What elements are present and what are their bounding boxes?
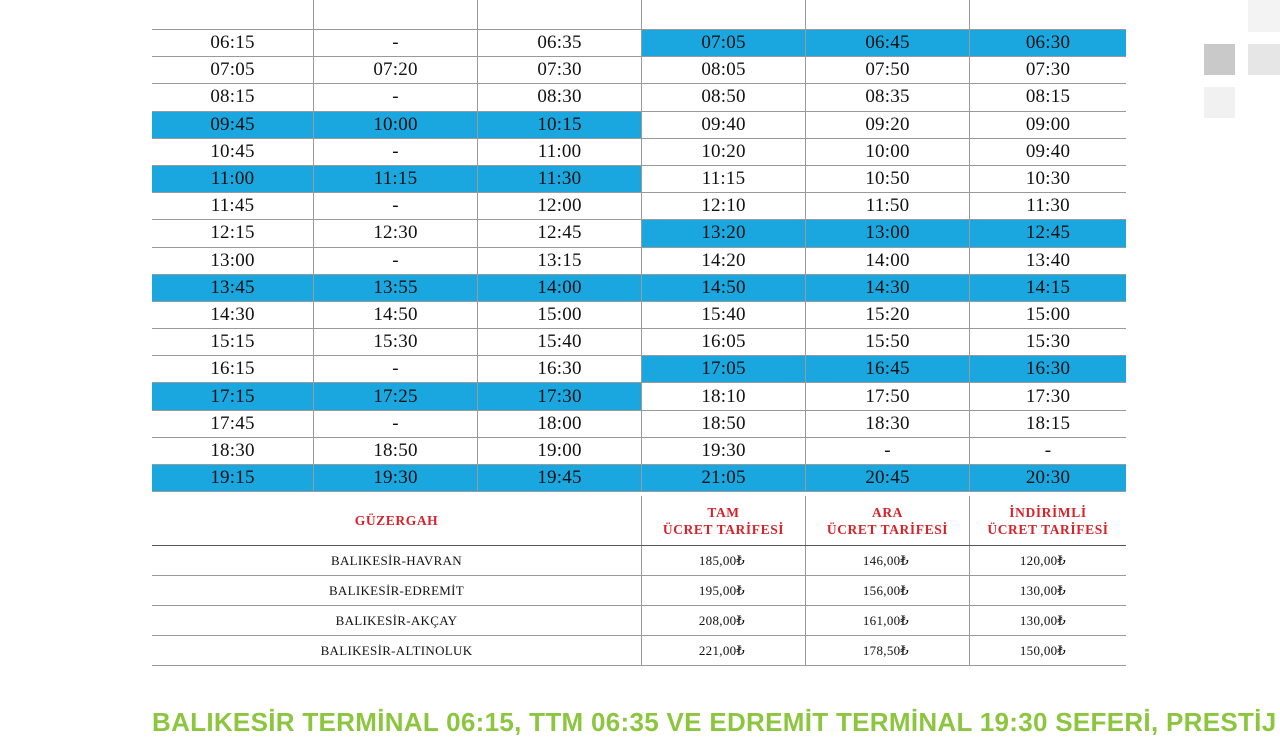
schedule-row: [152, 112, 1126, 139]
decor-square: [1204, 44, 1235, 75]
schedule-cell: 11:00: [477, 139, 641, 165]
schedule-cell: 11:00: [152, 166, 313, 192]
fare-body: [152, 546, 1126, 666]
schedule-cell: 13:20: [641, 220, 805, 246]
fare-discount: 150,00₺: [969, 636, 1126, 665]
schedule-cell: 14:00: [477, 275, 641, 301]
fare-discount: 130,00₺: [969, 576, 1126, 605]
route-header-label: GÜZERGAH: [354, 513, 439, 528]
schedule-cell: 18:30: [210, 439, 255, 461]
schedule-cell: 14:30: [805, 275, 969, 301]
schedule-cell: 11:45: [210, 195, 255, 217]
full-fare-header-line2: ÜCRET TARİFESİ: [662, 521, 785, 537]
fare-discount: 120,00₺: [969, 546, 1126, 575]
schedule-cell: 09:45: [152, 112, 313, 138]
schedule-cell: 15:00: [477, 302, 641, 328]
schedule-row: [152, 220, 1126, 247]
schedule-cell: 08:15: [969, 84, 1126, 110]
schedule-cell: 11:15: [641, 166, 805, 192]
fare-full: 185,00₺: [641, 546, 805, 575]
schedule-cell: 19:15: [152, 465, 313, 491]
schedule-cell: 07:30: [477, 57, 641, 83]
schedule-cell: 17:30: [477, 383, 641, 409]
schedule-cell: 14:00: [805, 248, 969, 274]
schedule-cell: 15:00: [969, 302, 1126, 328]
decor-square: [1248, 0, 1280, 32]
schedule-cell: 15:50: [805, 329, 969, 355]
schedule-cell: 14:20: [641, 248, 805, 274]
schedule-cell: 14:50: [313, 302, 477, 328]
schedule-cell: 15:30: [313, 329, 477, 355]
schedule-cell: 17:45: [210, 412, 255, 434]
schedule-row: [152, 139, 1126, 166]
fare-row: [152, 546, 1126, 576]
schedule-row: [152, 275, 1126, 302]
schedule-cell: 16:30: [477, 356, 641, 382]
full-fare-header: [641, 496, 805, 545]
full-fare-header-line1: TAM: [707, 504, 740, 520]
discount-fare-header-line1: İNDİRİMLİ: [1009, 504, 1087, 520]
schedule-cell: 09:40: [641, 112, 805, 138]
schedule-row: [152, 465, 1126, 492]
fare-header-row: [152, 496, 1126, 546]
schedule-cell: 18:15: [969, 411, 1126, 437]
schedule-cell: 16:45: [805, 356, 969, 382]
fare-row: [152, 576, 1126, 606]
fare-route: BALIKESİR-EDREMİT: [328, 582, 465, 598]
fare-row: [152, 636, 1126, 666]
schedule-cell: 21:05: [641, 465, 805, 491]
decor-square: [1248, 44, 1280, 75]
schedule-cell: 17:25: [313, 383, 477, 409]
schedule-row: [152, 356, 1126, 383]
route-header: [152, 496, 641, 545]
fare-full: 221,00₺: [641, 636, 805, 665]
schedule-cell: 17:50: [805, 383, 969, 409]
schedule-cell: 14:30: [210, 303, 255, 325]
schedule-row: [152, 193, 1126, 220]
footer-notice: BALIKESİR TERMİNAL 06:15, TTM 06:35 VE EDREMİT TERMİNAL 19:30 SEFERİ, PRESTİJ: [152, 707, 1277, 737]
fare-route: BALIKESİR-HAVRAN: [331, 552, 462, 568]
schedule-cell: 10:15: [477, 112, 641, 138]
fare-mid: 146,00₺: [805, 546, 969, 575]
schedule-cell: 19:45: [477, 465, 641, 491]
schedule-cell: 12:30: [313, 220, 477, 246]
schedule-cell: 12:00: [477, 193, 641, 219]
schedule-cell: 07:05: [641, 30, 805, 56]
schedule-cell: 16:05: [641, 329, 805, 355]
schedule-cell: 13:40: [969, 248, 1126, 274]
schedule-cell: -: [805, 438, 969, 464]
schedule-cell: -: [313, 356, 477, 382]
schedule-cell: 12:45: [969, 220, 1126, 246]
schedule-cell: 12:45: [477, 220, 641, 246]
mid-fare-header-line1: ARA: [871, 504, 904, 520]
fare-full: 195,00₺: [641, 576, 805, 605]
schedule-cell: 20:30: [969, 465, 1126, 491]
schedule-cell: 17:05: [641, 356, 805, 382]
schedule-cell: -: [313, 84, 477, 110]
schedule-cell: 15:20: [805, 302, 969, 328]
header-cell: [805, 0, 969, 29]
header-cell: [152, 0, 313, 29]
schedule-cell: 14:50: [641, 275, 805, 301]
schedule-cell: 11:50: [805, 193, 969, 219]
schedule-cell: 17:15: [152, 383, 313, 409]
fare-route: BALIKESİR-AKÇAY: [335, 612, 458, 628]
discount-fare-header-line2: ÜCRET TARİFESİ: [987, 521, 1109, 537]
schedule-cell: 15:40: [641, 302, 805, 328]
schedule-cell: 13:55: [313, 275, 477, 301]
schedule-cell: -: [313, 411, 477, 437]
decor-square: [1204, 87, 1235, 118]
fare-mid: 161,00₺: [805, 606, 969, 635]
schedule-row: [152, 438, 1126, 465]
schedule-cell: -: [313, 248, 477, 274]
fare-mid: 156,00₺: [805, 576, 969, 605]
schedule-cell: 08:50: [641, 84, 805, 110]
schedule-cell: 09:00: [969, 112, 1126, 138]
mid-fare-header-line2: ÜCRET TARİFESİ: [826, 521, 949, 537]
schedule-cell: 18:30: [805, 411, 969, 437]
discount-fare-header: [969, 496, 1126, 545]
schedule-cell: 15:30: [969, 329, 1126, 355]
header-cell: [969, 0, 1126, 29]
schedule-cell: -: [313, 139, 477, 165]
fare-row: [152, 606, 1126, 636]
schedule-cell: 13:00: [210, 249, 255, 271]
schedule-cell: 12:10: [641, 193, 805, 219]
schedule-cell: 17:30: [969, 383, 1126, 409]
schedule-cell: 07:30: [969, 57, 1126, 83]
schedule-cell: 10:50: [805, 166, 969, 192]
schedule-cell: 16:15: [210, 358, 255, 380]
schedule-cell: 10:00: [805, 139, 969, 165]
schedule-cell: 07:05: [210, 59, 255, 81]
schedule-cell: 11:30: [477, 166, 641, 192]
schedule-cell: 15:40: [477, 329, 641, 355]
schedule-cell: 08:05: [641, 57, 805, 83]
schedule-row: [152, 84, 1126, 111]
schedule-cell: 08:30: [477, 84, 641, 110]
schedule-cell: 06:30: [969, 30, 1126, 56]
schedule-cell: 07:50: [805, 57, 969, 83]
schedule-row: [152, 302, 1126, 329]
schedule-cell: 09:40: [969, 139, 1126, 165]
schedule-cell: 18:00: [477, 411, 641, 437]
schedule-cell: -: [313, 193, 477, 219]
mid-fare-header: [805, 496, 969, 545]
schedule-cell: 20:45: [805, 465, 969, 491]
schedule-row: [152, 411, 1126, 438]
schedule-cell: 18:10: [641, 383, 805, 409]
schedule-header-row: [152, 0, 1126, 30]
schedule-cell: 11:15: [313, 166, 477, 192]
schedule-row: [152, 329, 1126, 356]
schedule-cell: 16:30: [969, 356, 1126, 382]
fare-full: 208,00₺: [641, 606, 805, 635]
schedule-cell: 10:00: [313, 112, 477, 138]
schedule-row: [152, 166, 1126, 193]
schedule-cell: 06:45: [805, 30, 969, 56]
schedule-cell: 10:45: [210, 140, 255, 162]
schedule-cell: 09:20: [805, 112, 969, 138]
schedule-cell: 18:50: [641, 411, 805, 437]
schedule-cell: 11:30: [969, 193, 1126, 219]
schedule-cell: 13:15: [477, 248, 641, 274]
schedule-cell: 08:35: [805, 84, 969, 110]
fare-mid: 178,50₺: [805, 636, 969, 665]
schedule-row: [152, 57, 1126, 84]
schedule-cell: -: [313, 30, 477, 56]
schedule-row: [152, 248, 1126, 275]
fare-route: BALIKESİR-ALTINOLUK: [320, 642, 473, 658]
schedule-cell: 19:00: [477, 438, 641, 464]
schedule-cell: 13:45: [152, 275, 313, 301]
schedule-cell: 19:30: [641, 438, 805, 464]
schedule-cell: 06:35: [477, 30, 641, 56]
fare-discount: 130,00₺: [969, 606, 1126, 635]
schedule-cell: 06:15: [210, 32, 255, 54]
schedule-cell: 13:00: [805, 220, 969, 246]
header-cell: [641, 0, 805, 29]
schedule-table: [152, 0, 1126, 492]
header-cell: [313, 0, 477, 29]
schedule-row: [152, 383, 1126, 410]
schedule-cell: 15:15: [210, 331, 255, 353]
schedule-cell: 10:20: [641, 139, 805, 165]
fare-table: [152, 496, 1126, 666]
schedule-cell: 14:15: [969, 275, 1126, 301]
header-cell: [477, 0, 641, 29]
schedule-cell: 10:30: [969, 166, 1126, 192]
schedule-cell: -: [969, 438, 1126, 464]
schedule-cell: 12:15: [210, 222, 255, 244]
schedule-cell: 08:15: [210, 86, 255, 108]
schedule-row: [152, 30, 1126, 57]
schedule-cell: 18:50: [313, 438, 477, 464]
schedule-cell: 19:30: [313, 465, 477, 491]
schedule-cell: 07:20: [313, 57, 477, 83]
